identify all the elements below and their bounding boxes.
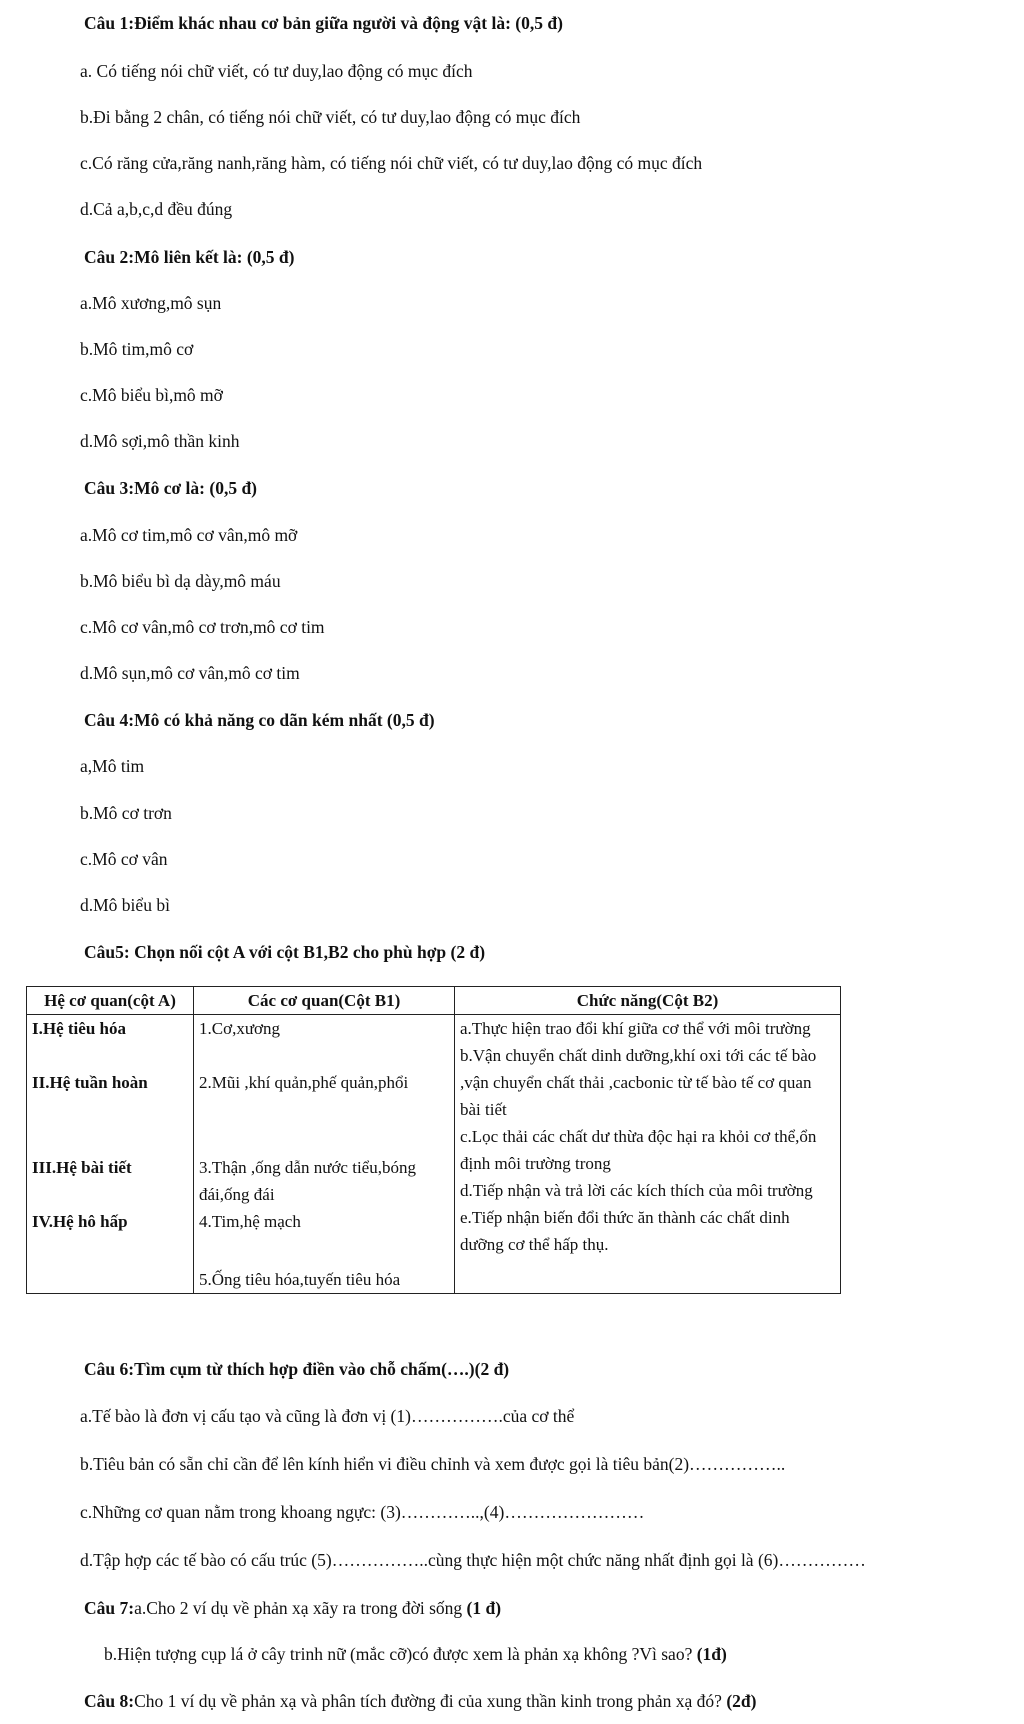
col-a-item: II.Hệ tuần hoàn — [32, 1073, 148, 1092]
q7-b-points: (1đ) — [696, 1644, 727, 1664]
q3-option-c: c.Mô cơ vân,mô cơ trơn,mô cơ tim — [80, 617, 325, 637]
q7-part-a — [84, 1597, 501, 1619]
col-b2-cell — [455, 1015, 841, 1294]
q6-title: Câu 6:Tìm cụm từ thích hợp điền vào chỗ chấm(….)(2 đ) — [84, 1359, 510, 1379]
q4-option-c: c.Mô cơ vân — [80, 849, 168, 869]
q4-option-d: d.Mô biểu bì — [80, 895, 170, 915]
col-b1-item: 3.Thận ,ống dẫn nước tiểu,bóng đái,ống đái — [199, 1158, 416, 1204]
q6-item-a: a.Tế bào là đơn vị cấu tạo và cũng là đơn vị (1)…………….của cơ thể — [80, 1406, 575, 1426]
q7-b-text: b.Hiện tượng cụp lá ở cây trinh nữ (mắc cỡ)có được xem là phản xạ không ?Vì sao? — [104, 1644, 697, 1664]
q1-title: Câu 1:Điểm khác nhau cơ bản giữa người và động vật là: (0,5 đ) — [84, 13, 563, 33]
col-a-item: I.Hệ tiêu hóa — [32, 1019, 126, 1038]
q2-option-b: b.Mô tim,mô cơ — [80, 339, 194, 359]
col-a-cell — [27, 1015, 194, 1294]
q3-option-b: b.Mô biểu bì dạ dày,mô máu — [80, 571, 281, 591]
header-col-b2: Chức năng(Cột B2) — [455, 987, 841, 1015]
col-b2-item: b.Vận chuyển chất dinh dưỡng,khí oxi tới các tế bào ,vận chuyển chất thải ,cacbonic từ tế bào tế cơ quan bài tiết — [460, 1046, 817, 1119]
col-b1-item: 4.Tim,hệ mạch — [199, 1212, 301, 1231]
q2-option-a: a.Mô xương,mô sụn — [80, 293, 222, 313]
q6-item-c: c.Những cơ quan nằm trong khoang ngực: (3)…………..,(4)…………………… — [80, 1502, 645, 1522]
q2-option-d: d.Mô sợi,mô thần kinh — [80, 431, 240, 451]
q4-option-a: a,Mô tim — [80, 756, 145, 776]
q1-option-a: a. Có tiếng nói chữ viết, có tư duy,lao động có mục đích — [80, 61, 473, 81]
q6-item-b: b.Tiêu bản có sẵn chỉ cần để lên kính hiển vi điều chỉnh và xem được gọi là tiêu bản(2)…………….. — [80, 1454, 786, 1474]
q4-title: Câu 4:Mô có khả năng co dãn kém nhất (0,5 đ) — [84, 710, 435, 730]
q2-option-c: c.Mô biểu bì,mô mỡ — [80, 385, 223, 405]
col-a-item: III.Hệ bài tiết — [32, 1158, 132, 1177]
q7-a-points: (1 đ) — [466, 1598, 502, 1618]
q7-label: Câu 7: — [84, 1598, 135, 1618]
col-b2-item: c.Lọc thải các chất dư thừa độc hại ra khỏi cơ thể,ổn định môi trường trong — [460, 1127, 817, 1173]
col-b1-item: 2.Mũi ,khí quản,phế quản,phổi — [199, 1073, 409, 1092]
matching-table — [26, 986, 841, 1294]
q7-a-text: a.Cho 2 ví dụ về phản xạ xãy ra trong đời sống — [134, 1598, 467, 1618]
q1-option-d: d.Cả a,b,c,d đều đúng — [80, 199, 233, 219]
header-col-b1: Các cơ quan(Cột B1) — [194, 987, 455, 1015]
q5-title: Câu5: Chọn nối cột A với cột B1,B2 cho phù hợp (2 đ) — [84, 942, 486, 962]
col-a-item: IV.Hệ hô hấp — [32, 1212, 128, 1231]
q3-option-d: d.Mô sụn,mô cơ vân,mô cơ tim — [80, 663, 300, 683]
q3-option-a: a.Mô cơ tim,mô cơ vân,mô mỡ — [80, 525, 298, 545]
q4-option-b: b.Mô cơ trơn — [80, 803, 172, 823]
q8 — [84, 1690, 756, 1712]
col-b1-item: 5.Ống tiêu hóa,tuyến tiêu hóa — [199, 1270, 401, 1289]
col-b2-item: d.Tiếp nhận và trả lời các kích thích của môi trường — [460, 1181, 813, 1200]
col-b2-item: a.Thực hiện trao đổi khí giữa cơ thể với môi trường — [460, 1019, 811, 1038]
q8-points: (2đ) — [726, 1691, 757, 1711]
q1-option-c: c.Có răng cửa,răng nanh,răng hàm, có tiếng nói chữ viết, có tư duy,lao động có mục đích — [80, 153, 703, 173]
q6-item-d: d.Tập hợp các tế bào có cấu trúc (5)……………..cùng thực hiện một chức năng nhất định gọi là (6)…………… — [80, 1550, 866, 1570]
q2-title: Câu 2:Mô liên kết là: (0,5 đ) — [84, 247, 295, 267]
q7-part-b — [104, 1643, 727, 1665]
col-b2-item: e.Tiếp nhận biến đổi thức ăn thành các chất dinh dưỡng cơ thể hấp thụ. — [460, 1208, 790, 1254]
q8-label: Câu 8: — [84, 1691, 135, 1711]
header-col-a: Hệ cơ quan(cột A) — [27, 987, 194, 1015]
q3-title: Câu 3:Mô cơ là: (0,5 đ) — [84, 478, 258, 498]
col-b1-cell — [194, 1015, 455, 1294]
q1-option-b: b.Đi bằng 2 chân, có tiếng nói chữ viết, có tư duy,lao động có mục đích — [80, 107, 581, 127]
col-b1-item: 1.Cơ,xương — [199, 1019, 281, 1038]
q8-text: Cho 1 ví dụ về phản xạ và phân tích đường đi của xung thần kinh trong phản xạ đó? — [134, 1691, 727, 1711]
